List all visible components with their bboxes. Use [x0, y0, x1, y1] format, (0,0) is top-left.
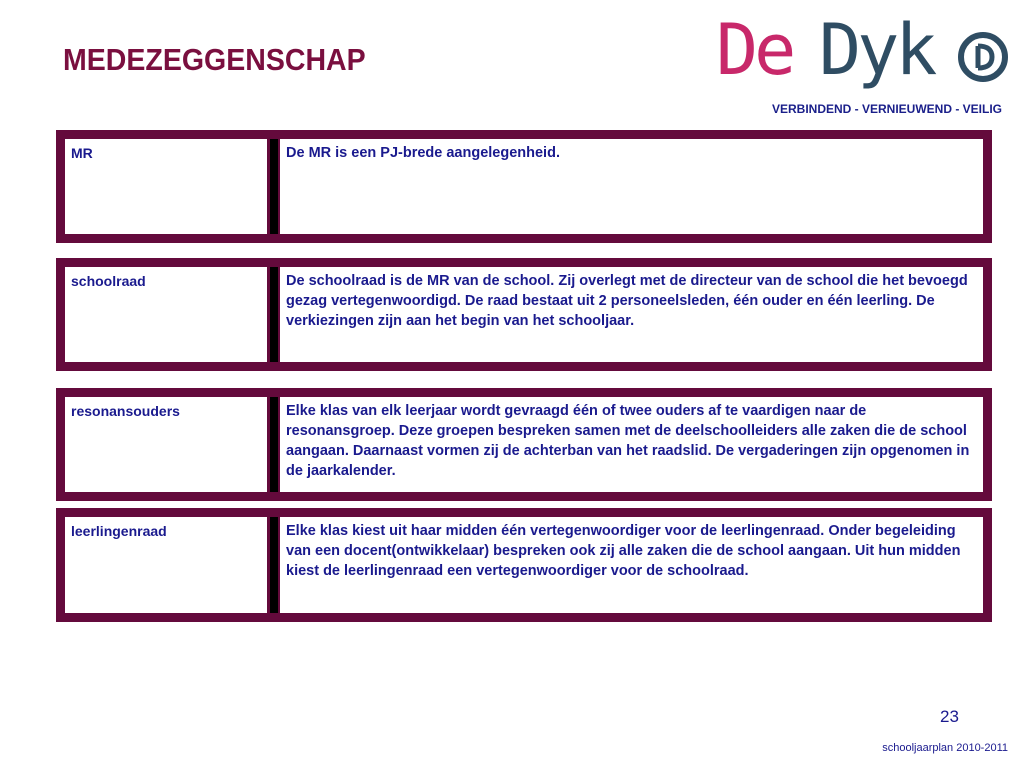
table-row-mr [56, 130, 992, 243]
row-text: De schoolraad is de MR van de school. Zij overlegt met de directeur van de school die het bevoegd gezag vertegenwoordigd. De raad bestaat uit 2 personeelsleden, één ouder en één leerling. De verkiezingen zijn aan het begin van het schooljaar. [280, 267, 983, 362]
column-divider [270, 397, 278, 492]
row-text: Elke klas van elk leerjaar wordt gevraagd één of twee ouders af te vaardigen naar de resonansgroep. Deze groepen bespreken samen met de deelschoolleiders alle zaken die de school aangaan. Daarnaast vormen zij de achterban van het raadslid. De vergaderingen zijn opgenomen in de jaarkalender. [280, 397, 983, 492]
column-divider [270, 517, 278, 613]
logo-emblem-icon [956, 30, 1010, 84]
row-label: leerlingenraad [65, 517, 267, 613]
de-dyk-logo [716, 9, 1016, 98]
row-text: Elke klas kiest uit haar midden één vertegenwoordiger voor de leerlingenraad. Onder begeleiding van een docent(ontwikkelaar) bespreken ook zij alle zaken die de school aangaan. Uit hun midden kiest de leerlingenraad een vertegenwoordiger voor de schoolraad. [280, 517, 983, 613]
logo-text-de: De [716, 9, 793, 91]
row-label: resonansouders [65, 397, 267, 492]
column-divider [270, 267, 278, 362]
table-row-leerlingenraad [56, 508, 992, 622]
column-divider [270, 139, 278, 234]
page-number: 23 [940, 707, 959, 726]
slide-title: MEDEZEGGENSCHAP [63, 42, 366, 77]
row-label: MR [65, 139, 267, 234]
row-text: De MR is een PJ-brede aangelegenheid. [280, 139, 983, 234]
footer-text: schooljaarplan 2010-2011 [882, 742, 1008, 754]
table-row-resonansouders [56, 388, 992, 501]
row-label: schoolraad [65, 267, 267, 362]
logo-text-dyk: Dyk [819, 9, 934, 91]
tagline: VERBINDEND - VERNIEUWEND - VEILIG [771, 102, 1002, 116]
table-row-schoolraad [56, 258, 992, 371]
